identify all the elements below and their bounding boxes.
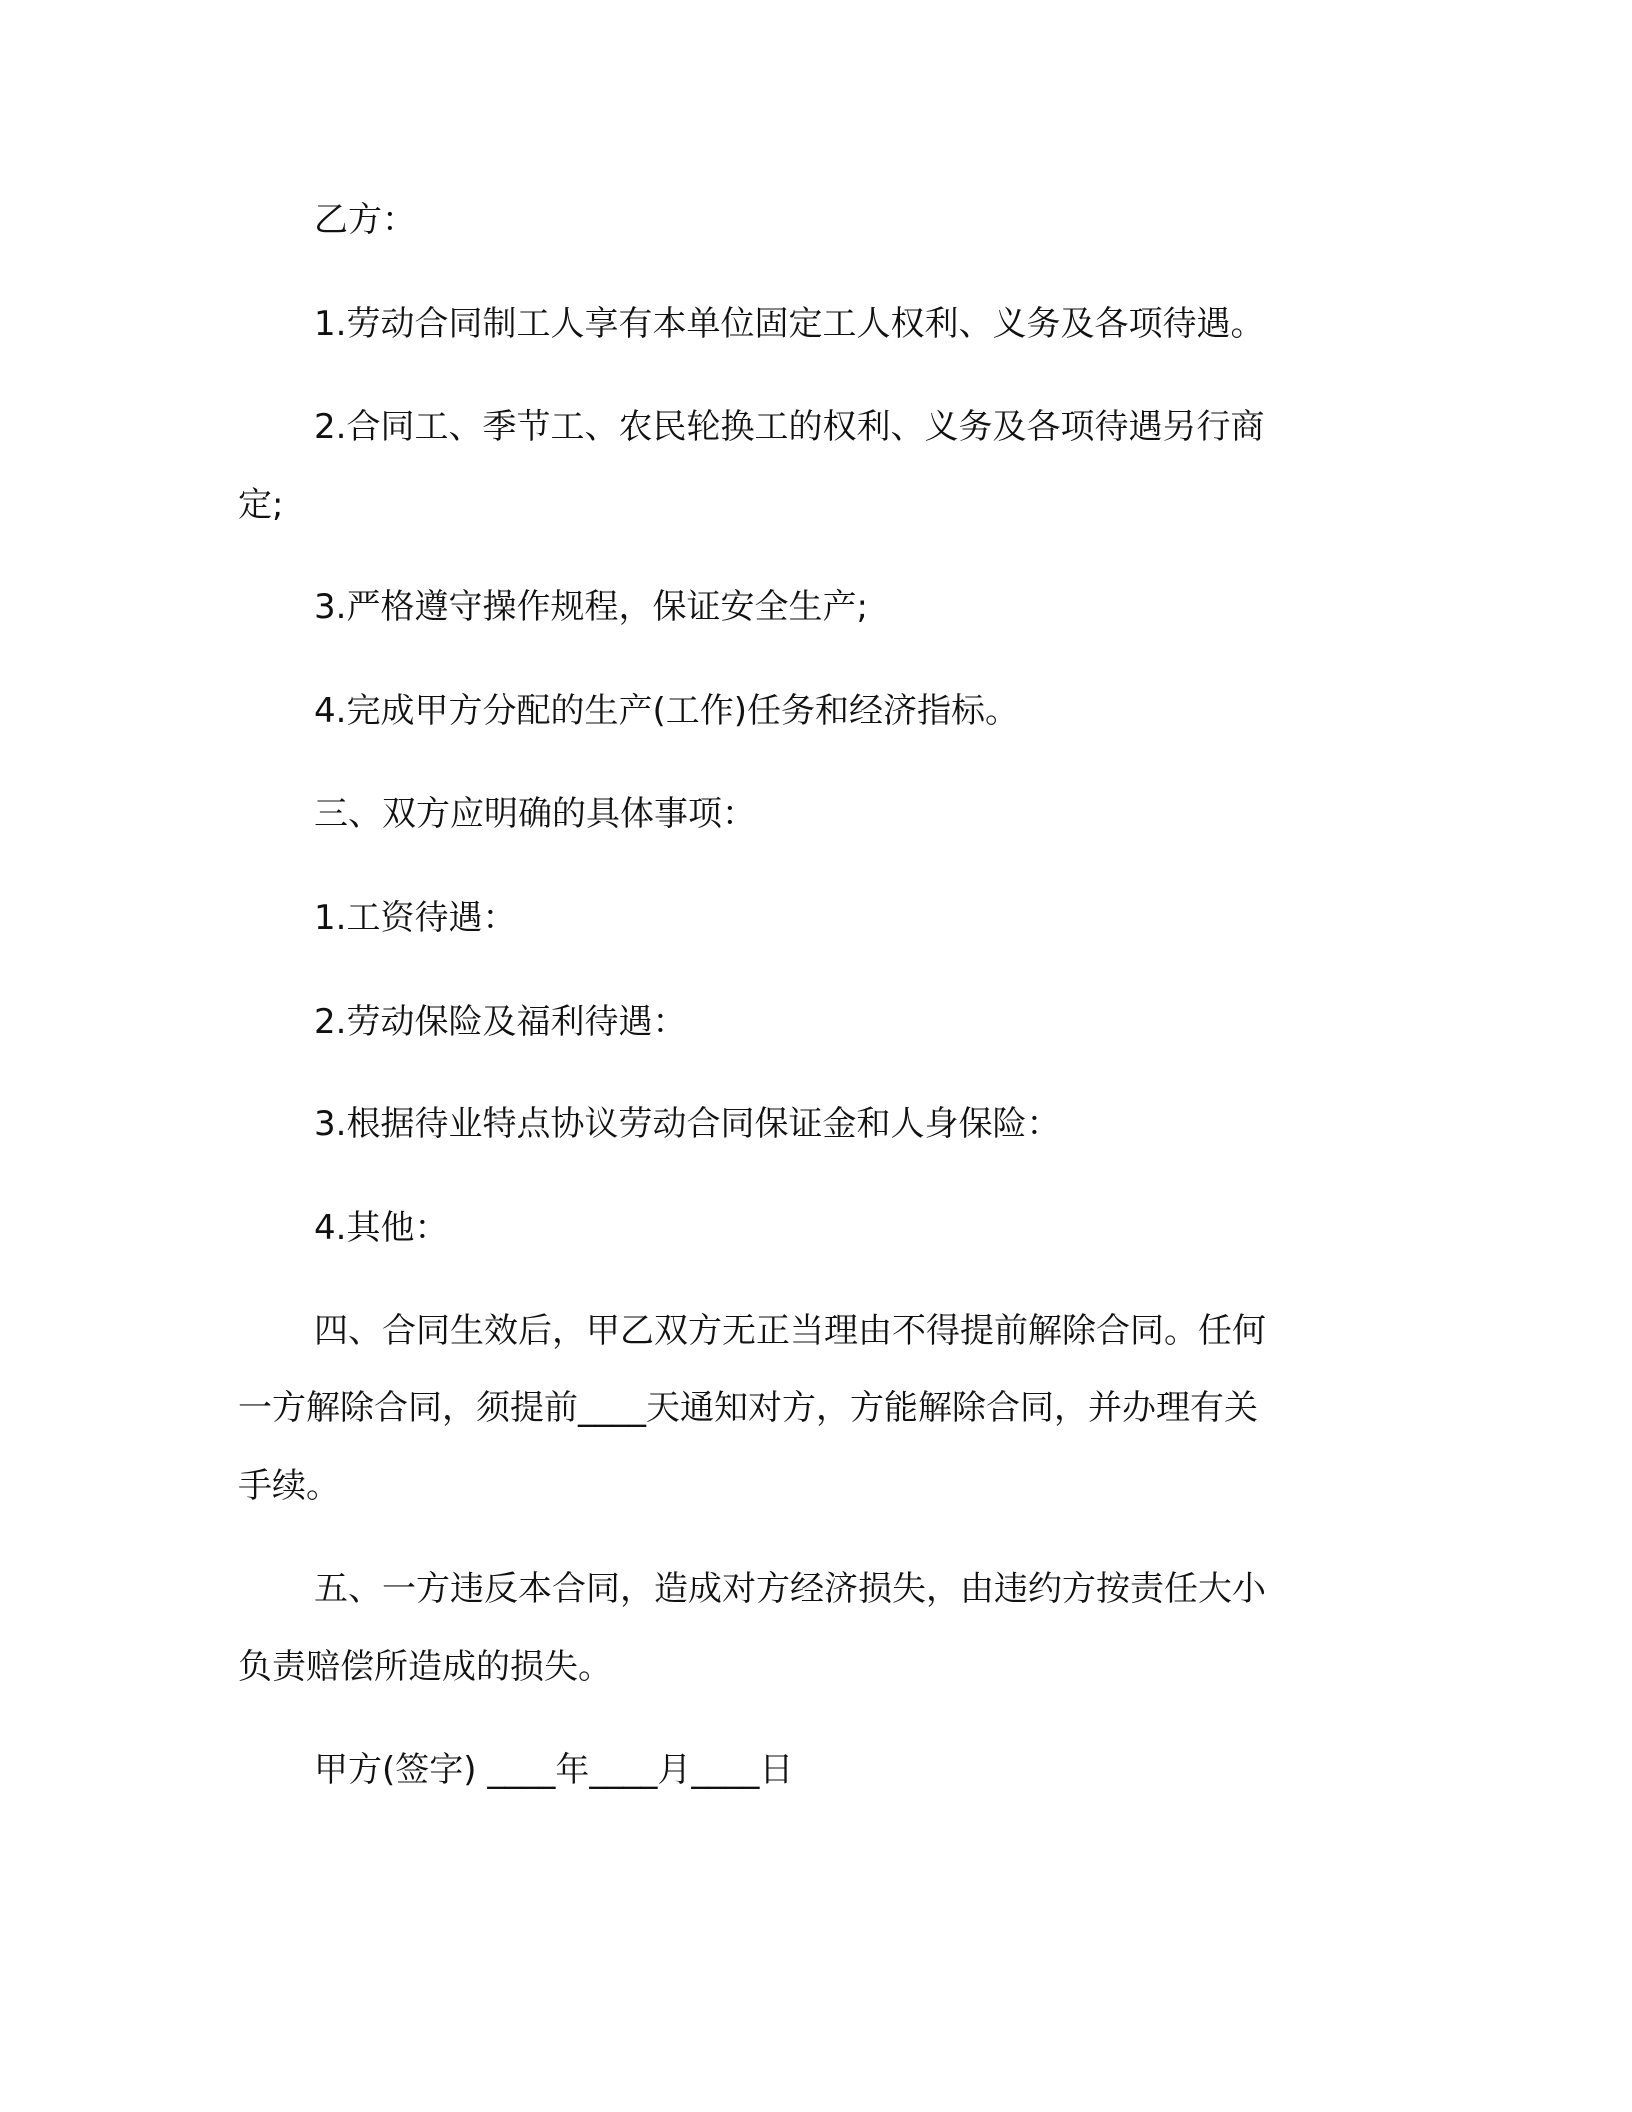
matter-1: 1.工资待遇： — [314, 898, 517, 938]
section-four-line-1: 四、合同生效后，甲乙双方无正当理由不得提前解除合同。任何 — [314, 1311, 1266, 1351]
clause-b-3: 3.严格遵守操作规程，保证安全生产; — [314, 587, 868, 627]
section-five-line-1: 五、一方违反本合同，造成对方经济损失，由违约方按责任大小 — [314, 1569, 1266, 1609]
clause-b-4: 4.完成甲方分配的生产(工作)任务和经济指标。 — [314, 691, 1019, 731]
party-b-heading: 乙方： — [314, 200, 416, 240]
matter-4: 4.其他： — [314, 1208, 449, 1248]
clause-b-1: 1.劳动合同制工人享有本单位固定工人权利、义务及各项待遇。 — [314, 304, 1265, 344]
section-four-line-2: 一方解除合同，须提前____天通知对方，方能解除合同，并办理有关 — [238, 1388, 1258, 1428]
party-a-signature-line: 甲方(签字) ____年____月____日 — [314, 1750, 794, 1790]
section-five-line-2: 负责赔偿所造成的损失。 — [238, 1647, 612, 1687]
section-three-heading: 三、双方应明确的具体事项： — [314, 794, 756, 834]
matter-3: 3.根据待业特点协议劳动合同保证金和人身保险： — [314, 1104, 1061, 1144]
section-four-line-3: 手续。 — [238, 1466, 340, 1506]
matter-2: 2.劳动保险及福利待遇： — [314, 1002, 687, 1042]
clause-b-2: 2.合同工、季节工、农民轮换工的权利、义务及各项待遇另行商 — [314, 407, 1265, 447]
clause-b-2-continued: 定; — [238, 485, 284, 525]
